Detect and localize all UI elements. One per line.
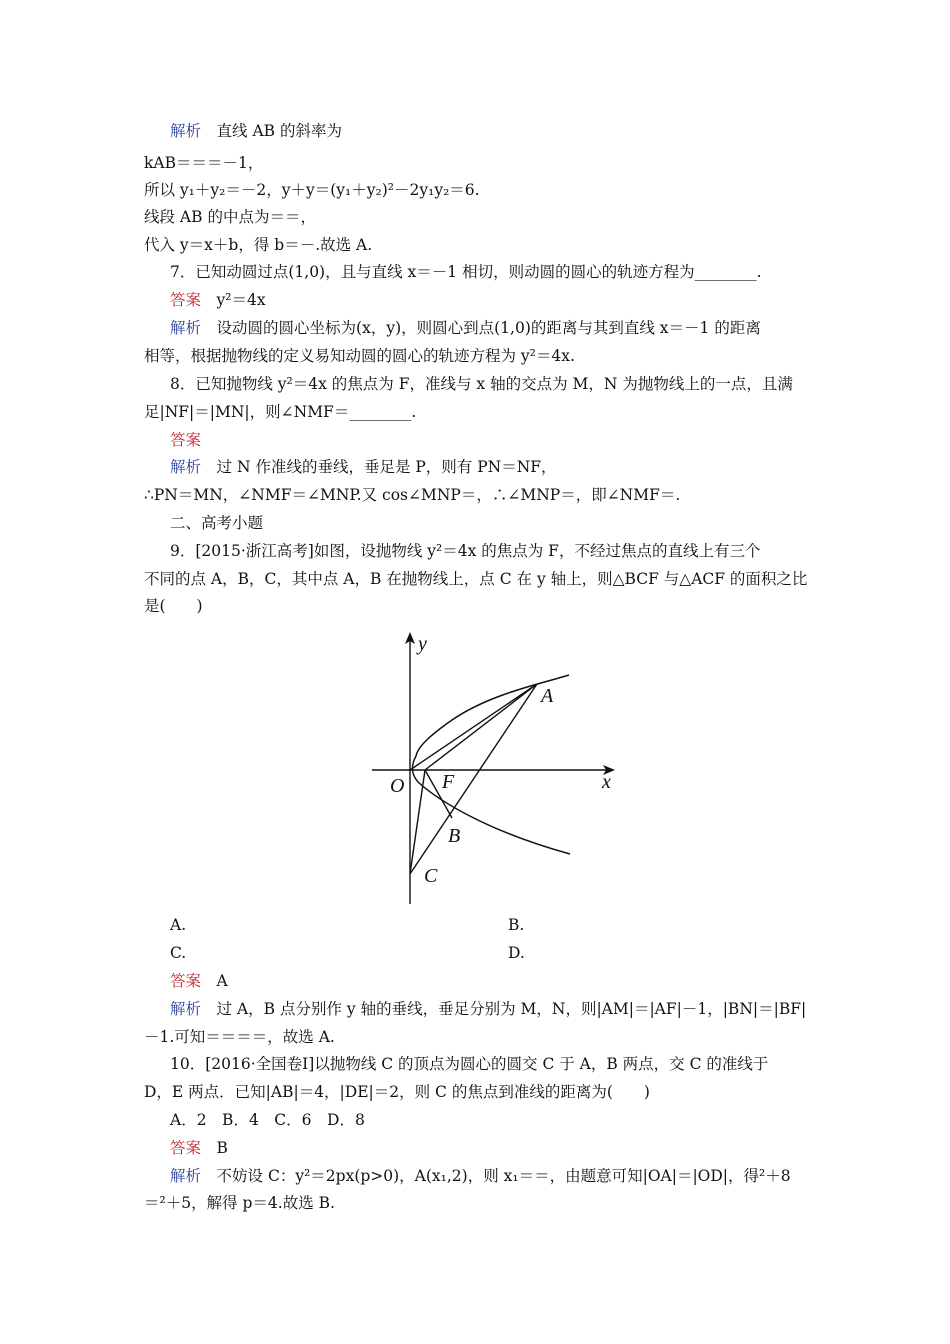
analysis-tag: 解析 [170, 122, 202, 140]
answer-7 [170, 290, 266, 310]
answer-tag: 答案 [170, 972, 202, 990]
answer-text: B [216, 1139, 228, 1157]
answer-tag: 答案 [170, 291, 202, 309]
line-4: 线段 AB 的中点为＝＝， [144, 208, 316, 226]
analysis-10 [170, 1166, 791, 1186]
analysis-8 [170, 457, 557, 477]
analysis-tag: 解析 [170, 1000, 202, 1018]
line-5: 代入 y＝x＋b，得 b＝－.故选 A. [144, 236, 373, 254]
analysis-text: 过 N 作准线的垂线，垂足是 P，则有 PN＝NF， [216, 458, 557, 476]
question-9-line-2: 不同的点 A，B，C，其中点 A，B 在抛物线上，点 C 在 y 轴上，则△BCF 与△ACF 的面积之比 [144, 570, 808, 588]
question-7: 7．已知动圆过点(1,0)，且与直线 x＝－1 相切，则动圆的圆心的轨迹方程为________. [170, 263, 762, 281]
answer-10 [170, 1138, 228, 1158]
line-oa [410, 684, 537, 770]
line-1 [170, 121, 342, 141]
question-8-line-1: 8．已知抛物线 y²＝4x 的焦点为 F，准线与 x 轴的交点为 M，N 为抛物线上的一点，且满 [170, 375, 793, 393]
parabola-figure [370, 622, 625, 907]
analysis-text: 设动圆的圆心坐标为(x，y)，则圆心到点(1,0)的距离与其到直线 x＝－1 的距离 [216, 319, 761, 337]
option-c: C. [170, 944, 187, 962]
option-a: A. [170, 916, 187, 934]
analysis-9 [170, 999, 806, 1019]
question-8-line-2: 足|NF|＝|MN|，则∠NMF＝________. [144, 403, 417, 421]
line-ca [410, 684, 537, 874]
answer-8-tag: 答案 [170, 431, 202, 449]
answer-text: y²＝4x [216, 291, 266, 309]
point-b-label: B [448, 825, 461, 847]
option-d: D. [508, 944, 525, 962]
question-9-line-3: 是( ) [144, 597, 203, 615]
question-10-options: A．2 B．4 C．6 D．8 [170, 1111, 365, 1129]
analysis-7 [170, 318, 761, 338]
x-axis-label: x [602, 771, 611, 793]
origin-label: O [390, 775, 405, 797]
y-axis-label: y [418, 633, 427, 655]
point-c-label: C [424, 865, 438, 887]
analysis-tag: 解析 [170, 319, 202, 337]
question-10-line-2: D，E 两点．已知|AB|＝4，|DE|＝2，则 C 的焦点到准线的距离为( ) [144, 1083, 650, 1101]
line-3: 所以 y₁＋y₂＝－2，y＋y＝(y₁＋y₂)²－2y₁y₂＝6. [144, 181, 480, 199]
point-a-label: A [541, 685, 554, 707]
analysis-text: 过 A，B 点分别作 y 轴的垂线，垂足分别为 M，N，则|AM|＝|AF|－1，|BN|＝|BF| [216, 1000, 807, 1018]
question-10-line-1: 10．[2016·全国卷Ⅰ]以抛物线 C 的顶点为圆心的圆交 C 于 A，B 两点，交 C 的准线于 [170, 1055, 769, 1073]
analysis-10-cont: ＝²＋5，解得 p＝4.故选 B. [144, 1194, 335, 1212]
analysis-7-cont: 相等，根据抛物线的定义易知动圆的圆心的轨迹方程为 y²＝4x. [144, 347, 575, 365]
section-title: 二、高考小题 [170, 514, 264, 532]
focus-label: F [442, 771, 455, 793]
analysis-8-cont: ∴PN＝MN，∠NMF＝∠MNP.又 cos∠MNP＝，∴∠MNP＝，即∠NMF＝. [144, 486, 681, 504]
line-fc [410, 770, 425, 874]
question-9-line-1: 9．[2015·浙江高考]如图，设抛物线 y²＝4x 的焦点为 F，不经过焦点的直线上有三个 [170, 542, 761, 560]
answer-tag: 答案 [170, 1139, 202, 1157]
line-2: kAB＝＝＝－1， [144, 154, 264, 172]
option-b: B. [508, 916, 525, 934]
analysis-tag: 解析 [170, 1167, 202, 1185]
analysis-text: 不妨设 C：y²＝2px(p>0)，A(x₁,2)，则 x₁＝＝，由题意可知|OA|＝|OD|，得²＋8 [216, 1167, 791, 1185]
line-text: 直线 AB 的斜率为 [216, 122, 342, 140]
analysis-9-cont: －1.可知＝＝＝＝，故选 A. [144, 1028, 335, 1046]
answer-text: A [216, 972, 228, 990]
analysis-tag: 解析 [170, 458, 202, 476]
answer-9 [170, 971, 228, 991]
